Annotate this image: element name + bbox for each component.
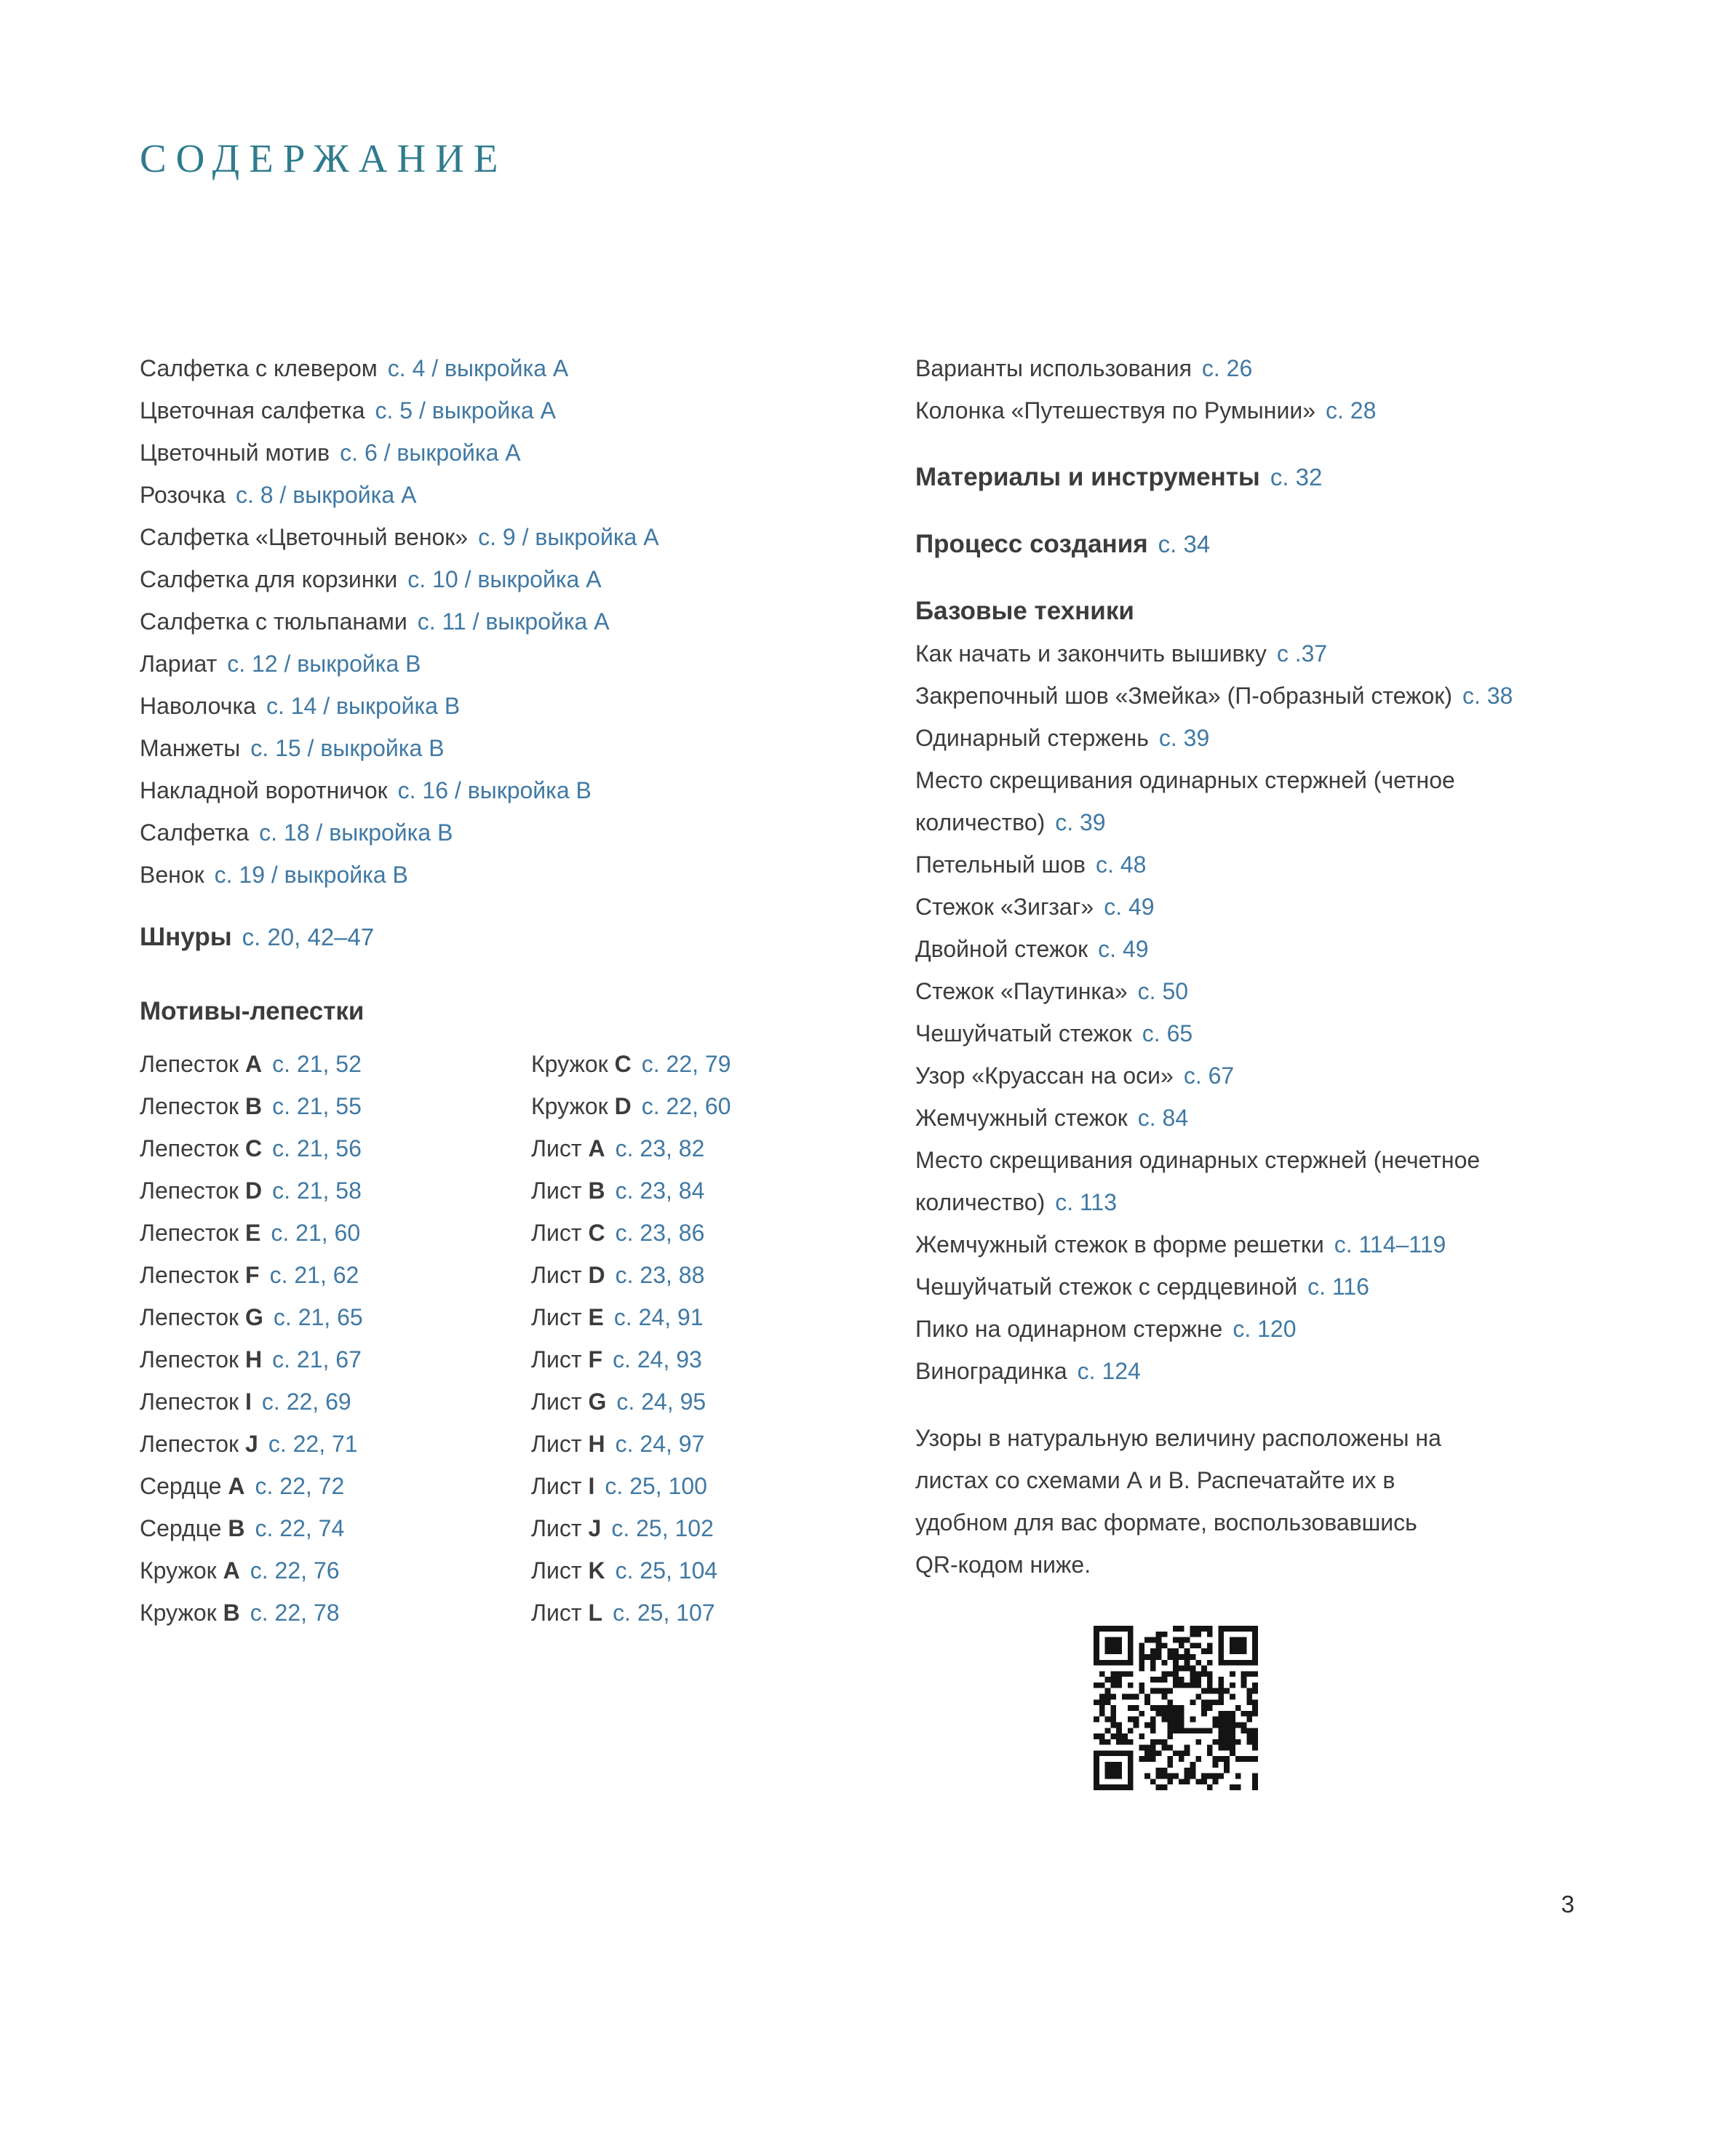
entry-label: Виноградинка (915, 1358, 1067, 1384)
motifs-column-1 (140, 1043, 531, 1634)
motif-page-ref: с. 24, 91 (613, 1304, 704, 1330)
motif-entry (531, 1085, 731, 1127)
toc-entry (915, 1139, 1598, 1223)
entry-label: Закрепочный шов «Змейка» (П-образный стежок) (915, 683, 1452, 709)
entry-label: Манжеты (140, 735, 241, 761)
motifs-grid (140, 1043, 915, 1634)
motif-page-ref: с. 25, 100 (605, 1473, 707, 1499)
entry-page-ref: с. 16 / выкройка В (397, 777, 592, 803)
toc-entry (140, 769, 915, 811)
toc-entry (915, 717, 1598, 759)
toc-entry (140, 389, 915, 432)
entry-label: Розочка (140, 482, 226, 508)
entry-page-ref: с. 49 (1104, 894, 1155, 920)
motif-page-ref: с. 23, 88 (615, 1262, 705, 1288)
motif-name: Лист (531, 1304, 582, 1330)
motif-entry (140, 1296, 531, 1338)
motif-entry (531, 1254, 731, 1296)
motif-page-ref: с. 23, 82 (615, 1135, 705, 1161)
toc-entry (915, 843, 1598, 886)
motif-letter: D (588, 1262, 605, 1288)
page-title: СОДЕРЖАНИЕ (140, 136, 508, 180)
entry-label: Место скрещивания одинарных стержней (нечетное количество) (915, 1147, 1481, 1215)
patterns-note: Узоры в натуральную величину расположены на листах со схемами А и В. Распечатайте их в удобном для вас формате, воспользовавшись QR-кодом ниже. (915, 1425, 1441, 1578)
entry-label: Узор «Круассан на оси» (915, 1062, 1174, 1089)
entry-label: Венок (140, 862, 204, 888)
motif-name: Сердце (140, 1515, 222, 1541)
section-materials-label: Материалы и инструменты (915, 463, 1260, 491)
entry-page-ref: с. 11 / выкройка А (417, 608, 610, 635)
motif-entry (531, 1549, 731, 1592)
motif-page-ref: с. 21, 67 (272, 1346, 362, 1373)
qr-code-image (1094, 1626, 1258, 1790)
entry-page-ref: с. 116 (1307, 1274, 1369, 1300)
toc-entry (915, 389, 1598, 432)
section-basics-label: Базовые техники (915, 597, 1134, 625)
motif-letter: H (245, 1346, 263, 1373)
motif-name: Лист (531, 1431, 582, 1457)
motif-entry (140, 1381, 531, 1423)
motif-name: Лист (531, 1262, 582, 1288)
motif-page-ref: с. 22, 71 (268, 1431, 358, 1457)
motif-name: Лепесток (140, 1135, 239, 1161)
motif-page-ref: с. 23, 84 (615, 1177, 705, 1204)
motif-letter: G (588, 1389, 607, 1415)
basics-list (915, 632, 1598, 1392)
toc-entry (915, 675, 1598, 717)
motif-name: Лист (531, 1515, 582, 1541)
toc-entry (915, 1350, 1598, 1392)
motif-letter: F (245, 1262, 260, 1288)
motif-page-ref: с. 22, 78 (250, 1600, 340, 1626)
motif-name: Лепесток (140, 1346, 239, 1373)
entry-page-ref: с. 26 (1201, 355, 1253, 381)
motif-entry (140, 1507, 531, 1549)
motif-entry (140, 1338, 531, 1381)
motif-page-ref: с. 22, 74 (255, 1515, 345, 1541)
motifs-column-2 (531, 1043, 731, 1634)
toc-entry (915, 1308, 1598, 1350)
motif-letter: B (228, 1515, 245, 1541)
entry-label: Салфетка с тюльпанами (140, 608, 407, 635)
motif-letter: B (223, 1600, 240, 1626)
motif-name: Кружок (531, 1051, 608, 1077)
motif-entry (531, 1296, 731, 1338)
motif-letter: K (588, 1557, 605, 1584)
entry-label: Двойной стежок (915, 936, 1088, 962)
entry-page-ref: с. 15 / выкройка В (250, 735, 445, 761)
toc-entry (915, 347, 1598, 389)
entry-page-ref: с .37 (1276, 640, 1328, 667)
entry-page-ref: с. 84 (1137, 1105, 1189, 1131)
entry-label: Накладной воротничок (140, 777, 388, 803)
motif-letter: D (245, 1177, 263, 1204)
motif-name: Лист (531, 1389, 582, 1415)
entry-page-ref: с. 9 / выкройка А (478, 524, 659, 550)
toc-entry (915, 1012, 1598, 1054)
motif-name: Лепесток (140, 1304, 239, 1330)
motif-page-ref: с. 22, 76 (250, 1557, 340, 1584)
motif-name: Кружок (531, 1093, 608, 1119)
entry-page-ref: с. 28 (1326, 397, 1377, 424)
entry-label: Стежок «Зигзаг» (915, 894, 1094, 920)
entry-page-ref: с. 8 / выкройка А (235, 482, 417, 508)
section-process (915, 523, 1598, 565)
section-process-label: Процесс создания (915, 530, 1148, 558)
motif-page-ref: с. 24, 93 (613, 1346, 702, 1373)
section-basics-heading (915, 590, 1598, 632)
motif-entry (140, 1549, 531, 1592)
motif-entry (140, 1254, 531, 1296)
entry-label: Место скрещивания одинарных стержней (четное количество) (915, 767, 1455, 835)
motif-name: Лист (531, 1473, 582, 1499)
qr-code (1094, 1626, 1258, 1790)
toc-entry (915, 1054, 1598, 1097)
section-cords-ref: с. 20, 42–47 (242, 923, 375, 950)
motif-letter: A (223, 1557, 240, 1584)
entry-page-ref: с. 18 / выкройка В (259, 819, 453, 846)
section-process-ref: с. 34 (1158, 531, 1211, 557)
motif-name: Кружок (140, 1600, 217, 1626)
entry-label: Салфетка (140, 819, 250, 846)
toc-entry (915, 632, 1598, 675)
motif-page-ref: с. 24, 95 (616, 1389, 706, 1415)
motif-letter: F (588, 1346, 603, 1373)
motif-page-ref: с. 23, 86 (615, 1220, 705, 1246)
entry-label: Как начать и закончить вышивку (915, 640, 1267, 667)
motif-letter: E (588, 1304, 604, 1330)
motif-entry (140, 1169, 531, 1212)
motif-letter: C (614, 1051, 632, 1077)
motif-letter: E (245, 1220, 261, 1246)
motif-letter: H (588, 1431, 605, 1457)
motif-page-ref: с. 21, 65 (273, 1304, 363, 1330)
entry-page-ref: с. 65 (1142, 1020, 1193, 1046)
motif-entry (140, 1465, 531, 1507)
motif-entry (531, 1507, 731, 1549)
motif-name: Лепесток (140, 1389, 239, 1415)
motif-letter: B (245, 1093, 263, 1119)
toc-entry (140, 347, 915, 389)
motif-entry (140, 1592, 531, 1634)
motif-letter: I (588, 1473, 595, 1499)
motif-letter: A (228, 1473, 245, 1499)
toc-entry (915, 970, 1598, 1012)
entry-page-ref: с. 39 (1055, 809, 1106, 835)
entry-page-ref: с. 48 (1096, 851, 1147, 878)
motif-page-ref: с. 21, 62 (269, 1262, 359, 1288)
toc-entry (140, 432, 915, 474)
motif-letter: L (588, 1600, 603, 1626)
motif-page-ref: с. 25, 107 (613, 1600, 715, 1626)
motif-letter: I (245, 1389, 252, 1415)
toc-entry (140, 600, 915, 643)
toc-entry (915, 759, 1598, 843)
entry-page-ref: с. 49 (1098, 936, 1149, 962)
entry-page-ref: с. 67 (1183, 1062, 1235, 1089)
entry-label: Цветочная салфетка (140, 397, 365, 424)
entry-page-ref: с. 114–119 (1334, 1231, 1446, 1258)
toc-entry (915, 1223, 1598, 1266)
entry-label: Лариат (140, 651, 218, 677)
motif-page-ref: с. 24, 97 (615, 1431, 705, 1457)
motif-page-ref: с. 22, 79 (641, 1051, 731, 1077)
motif-entry (531, 1381, 731, 1423)
motif-name: Лист (531, 1220, 582, 1246)
intro-list (915, 347, 1598, 432)
entry-label: Пико на одинарном стержне (915, 1316, 1223, 1342)
toc-entry (140, 854, 915, 896)
motif-entry (140, 1085, 531, 1127)
motif-page-ref: с. 25, 102 (611, 1515, 714, 1541)
toc-entry (140, 474, 915, 516)
motif-page-ref: с. 21, 55 (272, 1093, 362, 1119)
motif-letter: A (588, 1135, 605, 1161)
motif-entry (531, 1127, 731, 1169)
toc-entry (915, 928, 1598, 970)
motif-page-ref: с. 25, 104 (615, 1557, 718, 1584)
motif-page-ref: с. 21, 52 (272, 1051, 362, 1077)
toc-entry (140, 727, 915, 769)
motif-entry (140, 1212, 531, 1254)
motif-name: Лист (531, 1557, 582, 1584)
motif-entry (531, 1465, 731, 1507)
motif-letter: C (588, 1220, 605, 1246)
entry-page-ref: с. 4 / выкройка А (387, 355, 569, 381)
toc-columns (140, 347, 1598, 1790)
projects-list (140, 347, 915, 896)
entry-label: Варианты использования (915, 355, 1192, 381)
right-column (915, 347, 1598, 1790)
entry-label: Салфетка для корзинки (140, 566, 398, 592)
left-column (140, 347, 915, 1790)
entry-label: Стежок «Паутинка» (915, 978, 1128, 1004)
motif-page-ref: с. 21, 58 (272, 1177, 362, 1204)
motif-entry (531, 1043, 731, 1085)
toc-entry (915, 1266, 1598, 1308)
entry-page-ref: с. 39 (1158, 725, 1210, 751)
section-cords (140, 916, 915, 958)
motif-name: Лепесток (140, 1177, 239, 1204)
motif-page-ref: с. 22, 60 (641, 1093, 731, 1119)
motif-page-ref: с. 21, 60 (271, 1220, 361, 1246)
entry-label: Жемчужный стежок (915, 1105, 1128, 1131)
motif-name: Лист (531, 1600, 582, 1626)
entry-label: Наволочка (140, 693, 256, 719)
entry-label: Колонка «Путешествуя по Румынии» (915, 397, 1316, 424)
motif-name: Лепесток (140, 1220, 239, 1246)
motif-letter: G (245, 1304, 263, 1330)
toc-entry (915, 886, 1598, 928)
entry-page-ref: с. 50 (1137, 978, 1189, 1004)
motif-letter: J (588, 1515, 602, 1541)
motif-entry (531, 1338, 731, 1381)
motif-name: Лепесток (140, 1262, 239, 1288)
motif-name: Лист (531, 1177, 582, 1204)
section-motifs-heading (140, 990, 915, 1033)
section-cords-label: Шнуры (140, 923, 232, 951)
section-materials-ref: с. 32 (1270, 464, 1323, 490)
motif-name: Лепесток (140, 1093, 239, 1119)
entry-page-ref: с. 113 (1055, 1189, 1118, 1215)
toc-entry (915, 1097, 1598, 1139)
motif-letter: A (245, 1051, 263, 1077)
entry-page-ref: с. 5 / выкройка А (375, 397, 556, 424)
motif-letter: D (614, 1093, 632, 1119)
toc-entry (140, 643, 915, 685)
motif-letter: B (588, 1177, 605, 1204)
entry-label: Чешуйчатый стежок (915, 1020, 1132, 1046)
entry-page-ref: с. 19 / выкройка В (214, 862, 408, 888)
entry-page-ref: с. 12 / выкройка В (227, 651, 421, 677)
motif-name: Лепесток (140, 1051, 239, 1077)
motif-name: Лепесток (140, 1431, 239, 1457)
motif-entry (531, 1592, 731, 1634)
entry-label: Цветочный мотив (140, 440, 330, 466)
entry-page-ref: с. 6 / выкройка А (340, 440, 521, 466)
motif-entry (531, 1169, 731, 1212)
motif-entry (140, 1043, 531, 1085)
toc-entry (140, 685, 915, 727)
motif-entry (140, 1127, 531, 1169)
motif-letter: C (245, 1135, 263, 1161)
entry-label: Чешуйчатый стежок с сердцевиной (915, 1274, 1298, 1300)
motif-name: Лист (531, 1346, 582, 1373)
section-motifs-label: Мотивы-лепестки (140, 997, 365, 1025)
toc-content (140, 135, 1598, 1790)
motif-entry (140, 1423, 531, 1465)
motif-entry (531, 1423, 731, 1465)
motif-name: Кружок (140, 1557, 217, 1584)
entry-page-ref: с. 10 / выкройка А (407, 566, 602, 592)
entry-label: Салфетка «Цветочный венок» (140, 524, 469, 550)
motif-page-ref: с. 22, 72 (255, 1473, 345, 1499)
toc-entry (140, 811, 915, 854)
entry-page-ref: с. 38 (1462, 683, 1513, 709)
motif-entry (531, 1212, 731, 1254)
motif-name: Лист (531, 1135, 582, 1161)
entry-label: Салфетка с клевером (140, 355, 378, 381)
entry-page-ref: с. 124 (1077, 1358, 1141, 1384)
motif-name: Сердце (140, 1473, 222, 1499)
toc-entry (140, 516, 915, 558)
entry-page-ref: с. 14 / выкройка В (266, 693, 461, 719)
entry-page-ref: с. 120 (1233, 1316, 1297, 1342)
motif-letter: J (245, 1431, 258, 1457)
motif-page-ref: с. 22, 69 (261, 1389, 351, 1415)
section-materials (915, 456, 1598, 498)
entry-label: Одинарный стержень (915, 725, 1149, 751)
page-number: 3 (1561, 1891, 1574, 1918)
toc-entry (140, 558, 915, 600)
entry-label: Жемчужный стежок в форме решетки (915, 1231, 1324, 1258)
motif-page-ref: с. 21, 56 (272, 1135, 362, 1161)
entry-label: Петельный шов (915, 851, 1086, 878)
